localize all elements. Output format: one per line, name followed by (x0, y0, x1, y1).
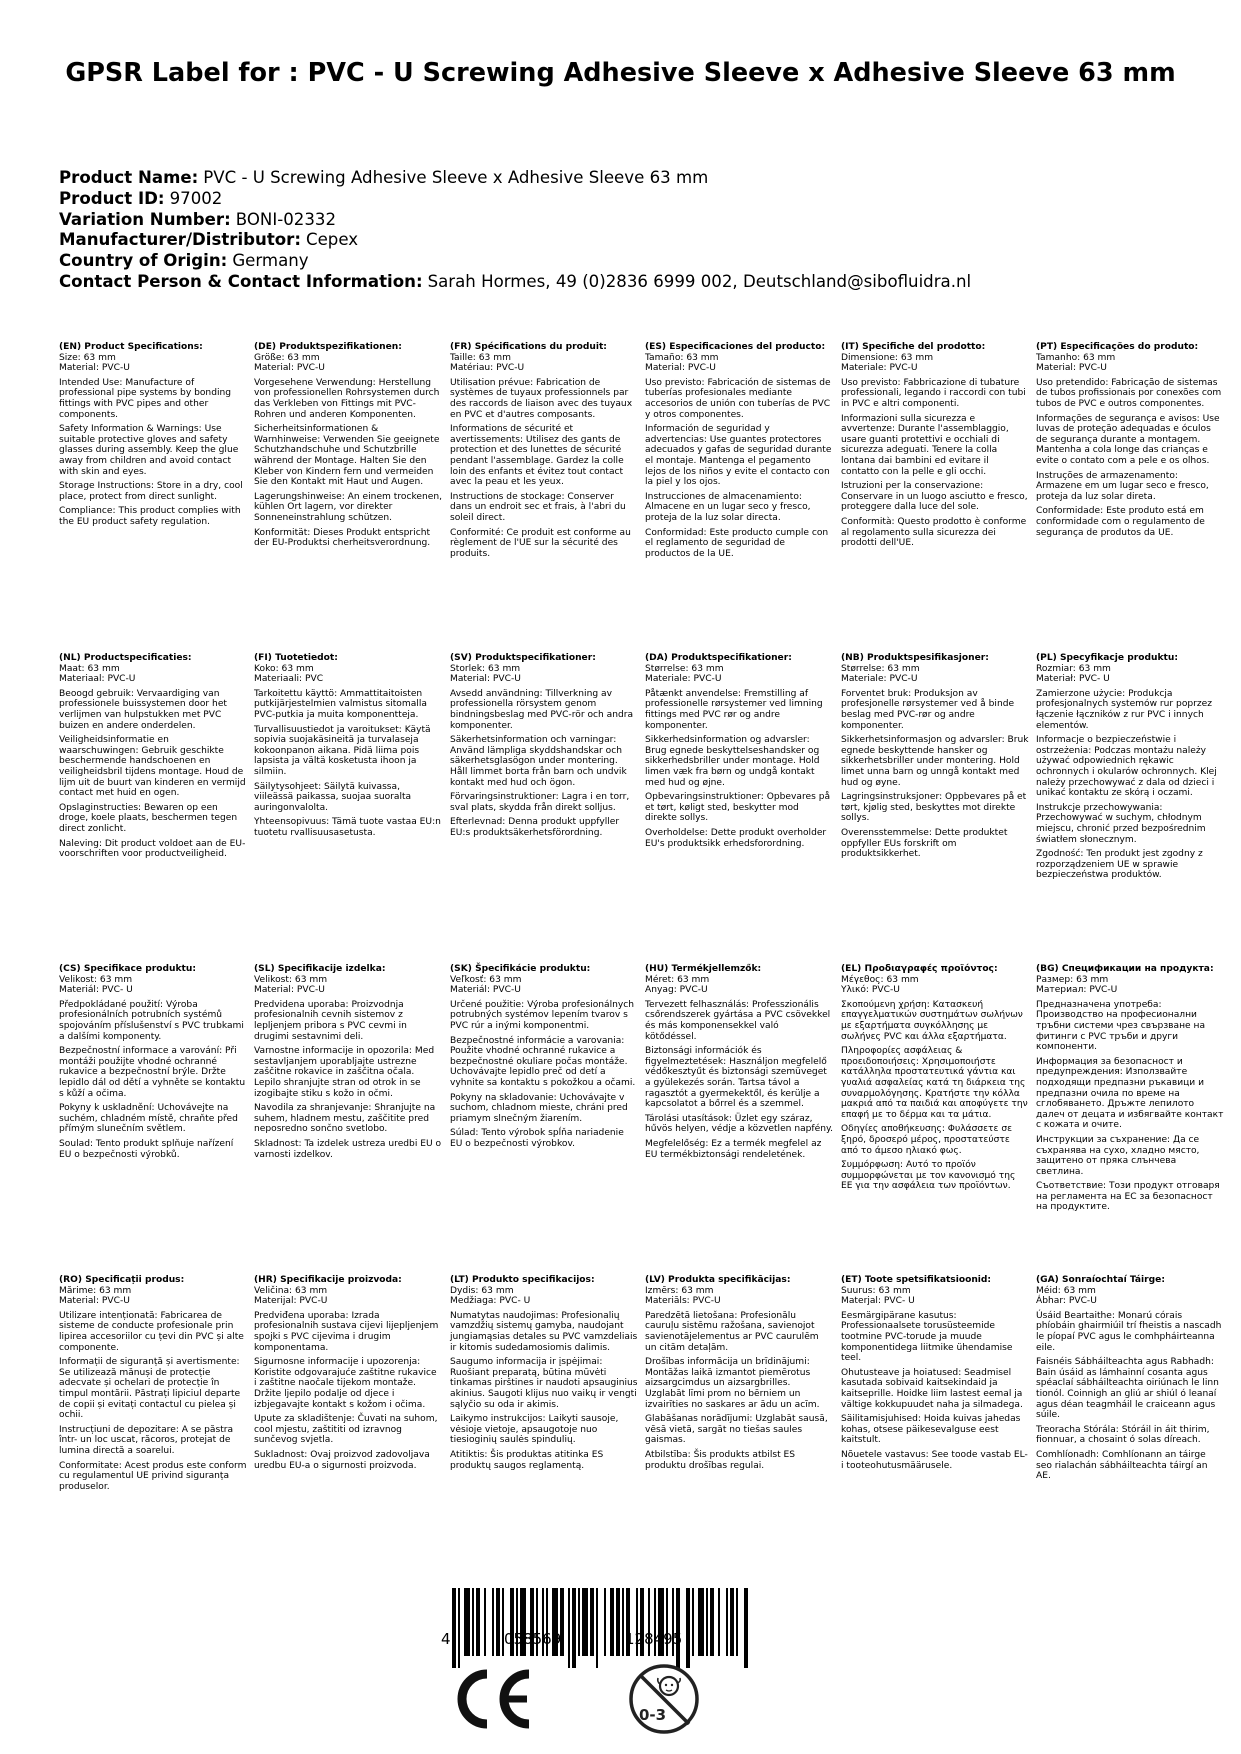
spec-block (450, 653, 638, 843)
barcode-bar (692, 1588, 694, 1656)
spec-head: (HR) Specifikacije proizvoda: (254, 1275, 402, 1285)
spec-use: Eesmärgipärane kasutus: Professionaalsete torusüsteemide tootmine PVC-torude ja muude komponentidega liitmike ühendamise teel. (841, 1310, 1013, 1364)
spec-material: Material: PVC-U (59, 363, 130, 374)
spec-size: Größe: 63 mm (254, 352, 320, 363)
spec-material: Ábhar: PVC-U (1036, 1296, 1097, 1307)
spec-storage: Οδηγίες αποθήκευσης: Φυλάσσετε σε ξηρό, δροσερό μέρος, προστατεύστε από το άμεσο ηλιακό φως. (841, 1124, 1013, 1156)
spec-compliance: Soulad: Tento produkt splňuje nařízení EU o bezpečnosti výrobků. (59, 1138, 234, 1160)
spec-compliance: Conformidad: Este producto cumple con el reglamento de seguridad de productos de la UE. (645, 527, 829, 559)
spec-material: Materiāls: PVC-U (645, 1296, 721, 1307)
spec-safety: Drošības informācija un brīdinājumi: Montāžas laikā izmantot piemērotus aizsargcimdus un aizsargbrilles. Uzglabāt līmi prom no bērniem un izvairīties no saskares ar ādu un acīm. (645, 1357, 820, 1410)
product-info (59, 168, 1189, 293)
barcode-bar (706, 1588, 708, 1656)
spec-material: Medžiaga: PVC- U (450, 1296, 531, 1307)
spec-head: (RO) Specificații produs: (59, 1275, 185, 1285)
info-label: Manufacturer/Distributor: (59, 230, 302, 250)
barcode (446, 1588, 756, 1668)
info-row (59, 251, 1189, 272)
spec-safety: Sikkerhetsinformasjon og advarsler: Bruk egnede beskyttende hansker og sikkerhetsbriller under montering. Hold limet unna barn og unngå kontakt med hud og øyne. (841, 735, 1029, 788)
spec-compliance: Konformität: Dieses Produkt entspricht der EU-Produktsi cherheitsverordnung. (254, 527, 431, 549)
spec-compliance: Atitiktis: Šis produktas atitinka ES produktų saugos reglamentą. (450, 1449, 604, 1471)
barcode-bar (686, 1588, 690, 1668)
spec-compliance: Conformidade: Este produto está em conformidade com o regulamento de segurança de produtos da UE. (1036, 506, 1205, 538)
barcode-bar (484, 1588, 486, 1656)
spec-safety: Safety Information & Warnings: Use suitable protective gloves and safety glasses during assembly. Keep the glue away from children and avoid contact with skin and eyes. (59, 424, 239, 477)
spec-size: Maat: 63 mm (59, 663, 120, 674)
spec-head: (ES) Especificaciones del producto: (645, 342, 826, 352)
spec-size: Dimensione: 63 mm (841, 352, 934, 363)
spec-head: (EL) Προδιαγραφές προϊόντος: (841, 964, 998, 974)
spec-size: Tamanho: 63 mm (1036, 352, 1116, 363)
barcode-bar (718, 1588, 720, 1656)
spec-material: Materiál: PVC-U (450, 985, 521, 996)
spec-use: Påtænkt anvendelse: Fremstilling af professionelle rørsystemer ved limning fittings med PVC rør og andre komponenter. (645, 688, 823, 731)
spec-use: Avsedd användning: Tillverkning av professionella rörsystem genom bindningsbeslag med PVC-rör och andra komponenter. (450, 688, 634, 731)
spec-material: Υλικό: PVC-U (841, 985, 900, 996)
spec-size: Μέγεθος: 63 mm (841, 974, 919, 985)
barcode-bar (676, 1588, 680, 1668)
spec-material: Materiale: PVC-U (841, 674, 918, 685)
spec-material: Material: PVC-U (59, 1296, 130, 1307)
barcode-digits-right: 128495 (625, 1630, 683, 1648)
spec-head: (EN) Product Specifications: (59, 342, 203, 352)
spec-storage: Förvaringsinstruktioner: Lagra i en torr, sval plats, skydda från direkt solljus. (450, 792, 630, 813)
spec-size: Tamaño: 63 mm (645, 352, 719, 363)
spec-size: Størrelse: 63 mm (841, 663, 920, 674)
spec-compliance: Conformità: Questo prodotto è conforme al regolamento sulla sicurezza dei prodotti dell'UE. (841, 516, 1027, 549)
info-row (59, 168, 1189, 189)
info-label: Product ID: (59, 188, 165, 208)
spec-compliance: Naleving: Dit product voldoet aan de EU-voorschriften voor productveiligheid. (59, 838, 246, 860)
spec-block (841, 1275, 1029, 1475)
info-value: 97002 (169, 188, 223, 208)
info-value: Germany (232, 251, 309, 271)
spec-head: (PT) Especificações do produto: (1036, 342, 1199, 352)
spec-use: Uso pretendido: Fabricação de sistemas de tubos profissionais por conexões com tubos de PVC e outros componentes. (1036, 377, 1222, 409)
spec-head: (FR) Spécifications du produit: (450, 342, 607, 352)
spec-safety: Informações de segurança e avisos: Use luvas de proteção adequadas e óculos de segurança durante a montagem. Mantenha a cola longe das crianças e evite o contato com a pele e os olhos. (1036, 413, 1220, 466)
spec-safety: Saugumo informacija ir įspėjimai: Ruošiant preparatą, būtina mūvėti tinkamas pirštines ir naudoti apsauginius akinius. Saugoti klijus nuo vaikų ir vengti sąlyčio su oda ir akimis. (450, 1357, 638, 1410)
barcode-bar (452, 1588, 456, 1668)
spec-use: Beoogd gebruik: Vervaardiging van professionele buissystemen door het verlijmen van hulpstukken met PVC buizen en andere onderdelen. (59, 688, 227, 731)
spec-safety: Varnostne informacije in opozorila: Med sestavljanjem uporabljajte ustrezne zaščitne rokavice in zaščitna očala. Lepilo shranjujte stran od otrok in se izogibajte stiku s kožo in očmi. (254, 1046, 435, 1099)
spec-compliance: Comhlíonadh: Comhlíonann an táirge seo rialachán sábháilteachta táirgí an AE. (1036, 1449, 1208, 1482)
spec-block (450, 342, 638, 563)
spec-compliance: Skladnost: Ta izdelek ustreza uredbi EU o varnosti izdelkov. (254, 1138, 442, 1160)
barcode-bar (476, 1588, 480, 1656)
spec-size: Velikost: 63 mm (59, 974, 133, 985)
spec-block (59, 653, 247, 864)
spec-use: Zamierzone użycie: Produkcja profesjonalnych systemów rur poprzez łączenie łączników z rur PVC i innych elementów. (1036, 688, 1213, 731)
info-label: Country of Origin: (59, 251, 228, 271)
info-row (59, 272, 1189, 293)
barcode-bar (622, 1588, 624, 1656)
spec-size: Koko: 63 mm (254, 663, 314, 674)
barcode-bar (578, 1588, 580, 1656)
spec-block (645, 342, 833, 563)
spec-safety: Veiligheidsinformatie en waarschuwingen: Gebruik geschikte beschermende handschoenen en veiligheidsbril tijdens montage. Houd de lijm uit de buurt van kinderen en vermijd contact met huid en ogen. (59, 735, 246, 799)
spec-size: Dydis: 63 mm (450, 1285, 514, 1296)
spec-block (254, 342, 442, 553)
spec-use: Utilisation prévue: Fabrication de systèmes de tuyaux professionnels par des raccords de liaison avec des tuyaux en PVC et d'autres composants. (450, 377, 633, 420)
spec-material: Anyag: PVC-U (645, 985, 708, 996)
spec-head: (DA) Produktspecifikationer: (645, 653, 792, 663)
barcode-bar (710, 1588, 714, 1656)
spec-head: (CS) Specifikace produktu: (59, 964, 196, 974)
spec-use: Tarkoitettu käyttö: Ammattitaitoisten putkijärjestelmien valmistus sitomalla PVC-putkia ja muita komponentteja. (254, 688, 427, 720)
spec-size: Veličina: 63 mm (254, 1285, 328, 1296)
spec-storage: Pokyny k uskladnění: Uchovávejte na suchém, chladném místě, chraňte před přímým slunečním světlem. (59, 1103, 238, 1135)
spec-head: (ET) Toote spetsifikatsioonid: (841, 1275, 992, 1285)
spec-safety: Informacje o bezpieczeństwie i ostrzeżenia: Podczas montażu należy używać odpowiednich rękawic ochronnych i okularów ochronnych. Klej należy przechowywać z dala od dzieci i unikać kontaktu ze skórą i oczami. (1036, 735, 1217, 799)
barcode-bar (582, 1588, 588, 1656)
spec-material: Matériau: PVC-U (450, 363, 525, 374)
spec-material: Material: PVC-U (645, 363, 716, 374)
page-title: GPSR Label for : PVC - U Screwing Adhesive Sleeve x Adhesive Sleeve 63 mm (65, 58, 1176, 88)
spec-compliance: Съответствие: Този продукт отговаря на регламента на ЕС за безопасност на продуктите. (1036, 1181, 1220, 1213)
spec-safety: Información de seguridad y advertencias: Use guantes protectores adecuados y gafas de seguridad durante el montaje. Mantenga el pegamento lejos de los niños y evite el contacto con la piel y los ojos. (645, 424, 832, 488)
spec-size: Veľkosť: 63 mm (450, 974, 522, 985)
spec-block (450, 964, 638, 1154)
barcode-bar (604, 1588, 606, 1656)
spec-use: Σκοπούμενη χρήση: Κατασκευή επαγγελματικών συστημάτων σωλήνων με εξαρτήματα συγκόλλησης με σωλήνες PVC και άλλα εξαρτήματα. (841, 999, 1023, 1042)
spec-compliance: Zgodność: Ten produkt jest zgodny z rozporządzeniem UE w sprawie bezpieczeństwa produktów. (1036, 849, 1203, 881)
spec-material: Material: PVC-U (254, 363, 325, 374)
spec-storage: Navodila za shranjevanje: Shranjujte na suhem, hladnem mestu, zaščitite pred neposredno sončno svetlobo. (254, 1103, 436, 1135)
spec-block (1036, 653, 1224, 885)
spec-use: Предназначена употреба: Производство на професионални тръбни системи чрез свързване на фитинги с PVC тръби и други компоненти. (1036, 999, 1206, 1053)
spec-safety: Biztonsági információk és figyelmeztetések: Használjon megfelelő védőkesztyűt és biztonsági szemüveget a gyülekezés során. Tartsa távol a ragasztót a gyermekektől, és kerülje a kapcsolatot a bőrrel és a szemmel. (645, 1046, 827, 1110)
spec-head: (FI) Tuotetiedot: (254, 653, 338, 663)
barcode-bar (726, 1588, 728, 1656)
spec-block (254, 964, 442, 1164)
spec-use: Uso previsto: Fabricación de sistemas de tuberías profesionales mediante accesorios de unión con tuberías de PVC y otros componentes. (645, 377, 831, 420)
spec-safety: Ohutusteave ja hoiatused: Seadmisel kasutada sobivaid kaitsekindaid ja kaitseprille. Hoidke liim lastest eemal ja vältige kokkupuudet naha ja silmadega. (841, 1367, 1023, 1410)
spec-material: Material: PVC-U (1036, 363, 1107, 374)
spec-size: Størrelse: 63 mm (645, 663, 724, 674)
spec-storage: Tárolási utasítások: Üzlet egy száraz, hűvös helyen, védje a közvetlen napfény. (645, 1113, 833, 1135)
spec-material: Materiale: PVC-U (841, 363, 918, 374)
spec-material: Materiaal: PVC-U (59, 674, 136, 685)
spec-compliance: Overensstemmelse: Dette produktet oppfyller EUs forskrift om produktsikkerhet. (841, 827, 1008, 860)
barcode-bar (744, 1588, 748, 1668)
ce-mark-icon (453, 1668, 537, 1730)
spec-size: Размер: 63 mm (1036, 974, 1109, 985)
barcode-bar (492, 1588, 494, 1656)
info-value: Sarah Hormes, 49 (0)2836 6999 002, Deutschland@sibofluidra.nl (427, 271, 972, 291)
spec-head: (IT) Specifiche del prodotto: (841, 342, 986, 352)
barcode-bar (590, 1588, 594, 1656)
spec-storage: Laikymo instrukcijos: Laikyti sausoje, vėsioje vietoje, apsaugotoje nuo tiesioginių saulės spindulių. (450, 1414, 619, 1446)
spec-use: Úsáid Beartaithe: Monarú córais phíobáin ghairmiúil trí fheistis a nascadh le píopaí PVC agus le comhpháirteanna eile. (1036, 1310, 1222, 1353)
spec-use: Predviđena uporaba: Izrada profesionalnih sustava cijevi lijepljenjem spojki s PVC cijevima i drugim komponentama. (254, 1310, 439, 1353)
spec-compliance: Sukladnost: Ovaj proizvod zadovoljava uredbu EU-a o sigurnosti proizvoda. (254, 1449, 430, 1471)
spec-use: Vorgesehene Verwendung: Herstellung von professionellen Rohrsystemen durch das Verkleben von Fittings mit PVC-Rohren und anderen Komponenten. (254, 377, 440, 420)
spec-storage: Treoracha Stórála: Stóráil in áit thirim, fionnuar, a chosaint ó solas díreach. (1036, 1424, 1210, 1446)
spec-head: (PL) Specyfikacje produktu: (1036, 653, 1178, 663)
barcode-digits-left: 058569 (504, 1630, 562, 1648)
spec-storage: Instructions de stockage: Conserver dans un endroit sec et frais, à l'abri du soleil direct. (450, 491, 626, 523)
info-value: PVC - U Screwing Adhesive Sleeve x Adhesive Sleeve 63 mm (203, 168, 709, 187)
spec-use: Předpokládané použití: Výroba profesionálních potrubních systémů spojováním příslušenství s PVC trubkami a dalšími komponenty. (59, 999, 244, 1042)
spec-safety: Informazioni sulla sicurezza e avvertenze: Durante l'assemblaggio, usare guanti protettivi e occhiali di sicurezza adeguati. Tenere la colla lontana dai bambini ed evitare il contatto con la pelle e gli occhi. (841, 413, 1009, 477)
spec-compliance: Súlad: Tento výrobok spĺňa nariadenie EU o bezpečnosti výrobkov. (450, 1128, 624, 1149)
spec-material: Material: PVC-U (450, 674, 521, 685)
info-label: Contact Person & Contact Information: (59, 271, 423, 291)
age-warning-icon (627, 1662, 701, 1736)
spec-storage: Säilitamisjuhised: Hoida kuivas jahedas kohas, otsese päikesevalguse eest kaitstult. (841, 1414, 1021, 1446)
spec-block (841, 342, 1029, 553)
spec-head: (NL) Productspecificaties: (59, 653, 192, 663)
spec-storage: Säilytysohjeet: Säilytä kuivassa, viileässä paikassa, suojaa suoralta auringonvalolta. (254, 781, 412, 813)
barcode-bar (730, 1588, 734, 1656)
spec-head: (NB) Produktspesifikasjoner: (841, 653, 989, 663)
age-warning-label: 0-3 (639, 1706, 667, 1724)
spec-safety: Sikkerhedsinformation og advarsler: Brug egnede beskyttelseshandsker og sikkerhedsbriller under montage. Hold limen væk fra børn og undgå kontakt med hud og øjne. (645, 735, 820, 788)
spec-size: Suurus: 63 mm (841, 1285, 911, 1296)
spec-compliance: Atbilstība: Šis produkts atbilst ES produktu drošības regulai. (645, 1449, 796, 1471)
spec-head: (BG) Спецификации на продукта: (1036, 964, 1214, 974)
spec-compliance: Megfelelőség: Ez a termék megfelel az EU termékbiztonsági rendeletének. (645, 1138, 822, 1160)
info-row (59, 210, 1189, 231)
barcode-bar (610, 1588, 614, 1656)
spec-use: Tervezett felhasználás: Professzionális csőrendszerek gyártása a PVC csövekkel és más komponensekkel való kötődéssel. (645, 999, 831, 1042)
spec-size: Rozmiar: 63 mm (1036, 663, 1111, 674)
spec-storage: Glabāšanas norādījumi: Uzglabāt sausā, vēsā vietā, sargāt no tiešas saules gaismas. (645, 1414, 828, 1446)
info-value: BONI-02332 (235, 209, 337, 229)
info-row (59, 230, 1189, 251)
spec-storage: Pokyny na skladovanie: Uchovávajte v suchom, chladnom mieste, chráni pred priamym slnečným žiarením. (450, 1092, 628, 1124)
spec-block (645, 1275, 833, 1475)
barcode-bar (596, 1588, 598, 1668)
spec-storage: Instrucțiuni de depozitare: A se păstra într- un loc uscat, răcoros, protejat de lumina directă a soarelui. (59, 1424, 234, 1456)
spec-size: Size: 63 mm (59, 352, 116, 363)
spec-block (841, 964, 1029, 1196)
spec-material: Material: PVC-U (254, 985, 325, 996)
spec-storage: Upute za skladištenje: Čuvati na suhom, cool mjestu, zaštititi od izravnog sunčevog svjetla. (254, 1414, 438, 1446)
barcode-bar (568, 1588, 570, 1668)
spec-material: Materiál: PVC- U (59, 985, 133, 996)
spec-block (645, 653, 833, 853)
barcode-bar (458, 1588, 460, 1668)
spec-storage: Instrucciones de almacenamiento: Almacene en un lugar seco y fresco, proteja de la luz solar directa. (645, 491, 811, 523)
spec-use: Numatytas naudojimas: Profesionalių vamzdžių sistemų gamyba, naudojant jungiamąsias detales su PVC vamzdeliais ir kitomis sudedamosiomis dalimis. (450, 1310, 638, 1353)
spec-storage: Instruções de armazenamento: Armazene em um lugar seco e fresco, proteja da luz solar direta. (1036, 470, 1209, 502)
spec-head: (LT) Produkto specifikacijos: (450, 1275, 595, 1285)
spec-storage: Storage Instructions: Store in a dry, cool place, protect from direct sunlight. (59, 481, 243, 502)
barcode-bar (698, 1588, 704, 1656)
spec-size: Velikost: 63 mm (254, 974, 328, 985)
spec-compliance: Nõuetele vastavus: See toode vastab EL-i tooteohutusmäärusele. (841, 1449, 1028, 1471)
spec-material: Materjal: PVC- U (841, 1296, 915, 1307)
spec-block (254, 1275, 442, 1475)
spec-material: Materiale: PVC-U (645, 674, 722, 685)
spec-size: Storlek: 63 mm (450, 663, 521, 674)
spec-compliance: Compliance: This product complies with the EU product safety regulation. (59, 506, 241, 527)
spec-storage: Opslaginstructies: Bewaren op een droge, koele plaats, beschermen tegen direct zonlicht. (59, 802, 238, 834)
spec-block (450, 1275, 638, 1475)
spec-compliance: Συμμόρφωση: Αυτό το προϊόν συμμορφώνεται με τον κανονισμό της ΕΕ για την ασφάλεια των προϊόντων. (841, 1160, 1016, 1192)
spec-safety: Sigurnosne informacije i upozorenja: Koristite odgovarajuće zaštitne rukavice i zaštitne naočale tijekom montaže. Držite ljepilo podalje od djece i izbjegavajte kontakt s kožom i očima. (254, 1357, 437, 1410)
spec-size: Izmērs: 63 mm (645, 1285, 714, 1296)
spec-material: Materijal: PVC-U (254, 1296, 328, 1307)
spec-safety: Informații de siguranță și avertismente: Se utilizează mănuși de protecție adecvate și ochelari de protecție în timpul montării. Păstrați lipiciul departe de copii și evitați contactul cu pielea și ochii. (59, 1357, 241, 1421)
spec-safety: Informations de sécurité et avertissements: Utilisez des gants de protection et des lunettes de sécurité pendant l'assemblage. Gardez la colle loin des enfants et évitez tout contact avec la peau et les yeux. (450, 424, 624, 488)
spec-block (1036, 964, 1224, 1217)
spec-safety: Информация за безопасност и предупреждения: Използвайте подходящи предпазни ръкавици и предпазни очила по време на сглобяването. Дръжте лепилото далеч от децата и избягвайте контакт с кожата и очите. (1036, 1056, 1224, 1131)
spec-compliance: Overholdelse: Dette produkt overholder EU's produktsikk erhedsforordning. (645, 827, 827, 849)
spec-block (841, 653, 1029, 864)
barcode-bar (496, 1588, 500, 1656)
spec-use: Predvidena uporaba: Proizvodnja profesionalnih cevnih sistemov z lepljenjem pribora s PVC cevmi in drugimi sestavnimi deli. (254, 999, 407, 1042)
spec-head: (DE) Produktspezifikationen: (254, 342, 402, 352)
spec-safety: Sicherheitsinformationen & Warnhinweise: Verwenden Sie geeignete Schutzhandschuhe und Schutzbrille während der Montage. Halten Sie den Kleber von Kindern fern und vermeiden Sie den Kontakt mit Haut und Augen. (254, 424, 440, 488)
spec-use: Forventet bruk: Produksjon av profesjonelle rørsystemer ved å binde beslag med PVC-rør og andre komponenter. (841, 688, 1015, 731)
info-label: Product Name: (59, 168, 199, 187)
spec-size: Mărime: 63 mm (59, 1285, 132, 1296)
spec-block (59, 964, 247, 1164)
spec-block (254, 653, 442, 843)
spec-compliance: Conformitate: Acest produs este conform cu regulamentul UE privind siguranța produselor. (59, 1460, 247, 1492)
spec-compliance: Yhteensopivuus: Tämä tuote vastaa EU:n tuotetu rvallisuusasetusta. (254, 817, 441, 838)
spec-safety: Bezpečnostní informace a varování: Při montáži použijte vhodné ochranné rukavice a bezpečnostní brýle. Držte lepidlo dál od dětí a vyhněte se kontaktu s kůží a očima. (59, 1046, 246, 1099)
spec-safety: Faisnéis Sábháilteachta agus Rabhadh: Bain úsáid as lámhainní cosanta agus spéaclaí sábháilteachta oiriúnach le linn tionól. Coinnigh an gliú ar shiúl ó leanaí agus déan teagmháil le craiceann agus súile. (1036, 1357, 1219, 1421)
spec-block (59, 1275, 247, 1496)
info-row (59, 189, 1189, 210)
spec-block (1036, 342, 1224, 542)
spec-storage: Opbevaringsinstruktioner: Opbevares på et tørt, køligt sted, beskytter mod direkte sollys. (645, 792, 831, 824)
spec-material: Materiał: PVC- U (1036, 674, 1110, 685)
spec-compliance: Efterlevnad: Denna produkt uppfyller EU:s produktsäkerhetsförordning. (450, 817, 620, 838)
spec-block (645, 964, 833, 1164)
barcode-digit-first: 4 (441, 1630, 451, 1648)
spec-storage: Lagerungshinweise: An einem trockenen, kühlen Ort lagern, vor direkter Sonneneinstrahlung schützen. (254, 491, 443, 523)
spec-head: (HU) Termékjellemzők: (645, 964, 762, 974)
spec-storage: Lagringsinstruksjoner: Oppbevares på et tørt, kjølig sted, beskyttes mot direkte sollys. (841, 792, 1027, 824)
spec-head: (SV) Produktspecifikationer: (450, 653, 596, 663)
barcode-bar (572, 1588, 576, 1668)
spec-safety: Πληροφορίες ασφάλειας & προειδοποιήσεις: Χρησιμοποιήστε κατάλληλα προστατευτικά γάντια και γυαλιά ασφαλείας κατά τη διάρκεια της συναρμολόγησης. Κρατήστε την κόλλα μακριά από τα παιδιά και αποφύγετε την επαφή με το δέρμα και τα μάτια. (841, 1046, 1028, 1120)
info-value: Cepex (306, 230, 359, 250)
spec-storage: Инструкции за съхранение: Да се съхранява на сухо, хладно място, защитено от пряка слънчева светлина. (1036, 1134, 1200, 1177)
spec-compliance: Conformité: Ce produit est conforme au règlement de l'UE sur la sécurité des produits. (450, 527, 631, 559)
spec-head: (LV) Produkta specifikācijas: (645, 1275, 791, 1285)
spec-use: Určené použitie: Výroba profesionálnych potrubných systémov lepením tvarov s PVC rúr a inými komponentmi. (450, 999, 635, 1031)
spec-storage: Instrukcje przechowywania: Przechowywać w suchym, chłodnym miejscu, chronić przed bezpośrednim światłem słonecznym. (1036, 802, 1206, 845)
spec-size: Méid: 63 mm (1036, 1285, 1096, 1296)
spec-material: Materiaali: PVC (254, 674, 324, 685)
spec-block (59, 342, 247, 532)
spec-safety: Bezpečnostné informácie a varovania: Použite vhodné ochranné rukavice a bezpečnostné okuliare počas montáže. Uchovávajte lepidlo preč od detí a vyhnite sa kontaktu s pokožkou a očami. (450, 1035, 636, 1088)
barcode-bar (472, 1588, 474, 1656)
spec-head: (GA) Sonraíochtaí Táirge: (1036, 1275, 1165, 1285)
spec-use: Uso previsto: Fabbricazione di tubature professionali, legando i raccordi con tubi in PVC e altri componenti. (841, 377, 1026, 409)
info-label: Variation Number: (59, 209, 231, 229)
spec-block (1036, 1275, 1224, 1486)
spec-head: (SK) Špecifikácie produktu: (450, 964, 591, 974)
spec-safety: Säkerhetsinformation och varningar: Använd lämpliga skyddshandskar och säkerhetsglasögon under montering. Håll limmet borta från barn och undvik kontakt med hud och ögon. (450, 735, 627, 788)
spec-size: Taille: 63 mm (450, 352, 511, 363)
spec-use: Paredzētā lietošana: Profesionālu cauruļu sistēmu ražošana, savienojot savienotājelementus ar PVC caurulēm un citām detaļām. (645, 1310, 819, 1353)
spec-material: Материал: PVC-U (1036, 985, 1118, 996)
spec-use: Intended Use: Manufacture of professional pipe systems by bonding fittings with PVC pipes and other components. (59, 377, 232, 420)
barcode-bar (736, 1588, 738, 1656)
barcode-bar (616, 1588, 620, 1656)
spec-storage: Istruzioni per la conservazione: Conservare in un luogo asciutto e fresco, proteggere dalla luce del sole. (841, 481, 1028, 513)
barcode-bar (464, 1588, 470, 1656)
spec-size: Méret: 63 mm (645, 974, 710, 985)
spec-head: (SL) Specifikacije izdelka: (254, 964, 386, 974)
spec-safety: Turvallisuustiedot ja varoitukset: Käytä sopivia suojakäsineitä ja turvalaseja kokoonpanon aikana. Pidä liima pois lapsista ja vältä kosketusta ihoon ja silmiin. (254, 724, 431, 777)
spec-use: Utilizare intenționată: Fabricarea de sisteme de conducte profesionale prin lipirea accesoriilor cu țevi din PVC și alte componente. (59, 1310, 244, 1353)
